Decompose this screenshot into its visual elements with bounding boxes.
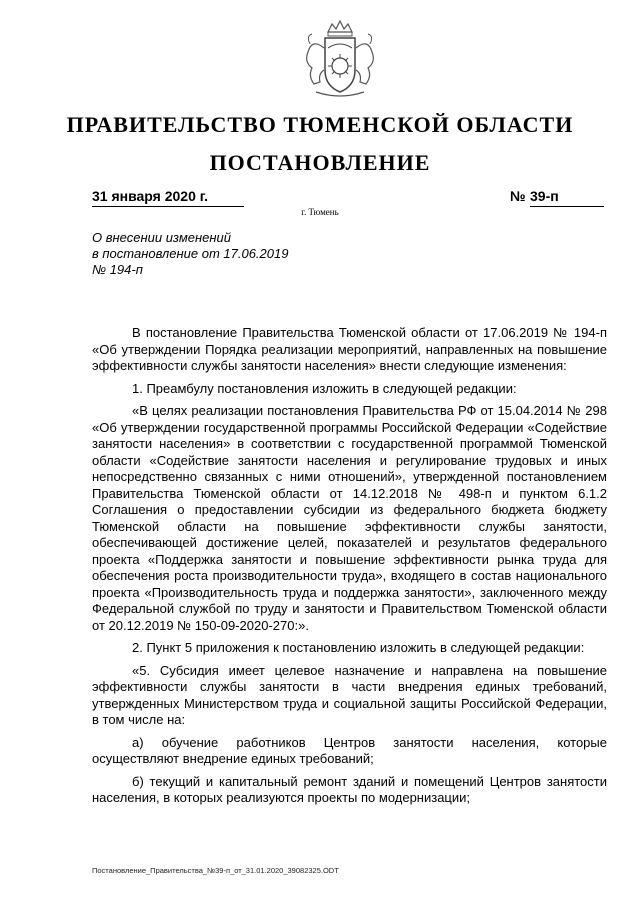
- coat-of-arms-icon: [290, 18, 390, 104]
- number-label: №: [510, 188, 526, 204]
- footer-filename: Постановление_Правительства_№39-п_от_31.01.2020_39082325.ODT: [92, 866, 339, 875]
- body-paragraph: «В целях реализации постановления Правительства РФ от 15.04.2014 № 298 «Об утверждении государственной программы Российской Федерации «Содействие занятости населения» в соответствии с государственной программой Тюменской области «Содействие занятости населения и регулирование трудовых и иных непосредственно связанных с ними отношений», утвержденной постановлением Правительства Тюменской области от 14.12.2018 № 498-п и пунктом 6.1.2 Соглашения о предоставлении субсидии из федерального бюджета бюджету Тюменской области на повышение эффективности службы занятости, обеспечивающей достижение целей, показателей и результатов федерального проекта «Поддержка занятости и повышение эффективности рынка труда для обеспечения роста производительности труда», входящего в состав национального проекта «Производительность труда и поддержка занятости», заключенного между Федеральной службой по труду и занятости и Правительством Тюменской области от 20.12.2019 № 150-09-2020-270:».: [92, 403, 607, 633]
- body-paragraph: «5. Субсидия имеет целевое назначение и направлена на повышение эффективности службы занятости в части внедрения единых требований, утвержденных Министерством труда и социальной защиты Российской Федерации, в том числе на:: [92, 662, 607, 727]
- government-title: ПРАВИТЕЛЬСТВО ТЮМЕНСКОЙ ОБЛАСТИ: [66, 112, 574, 137]
- document-body: [92, 325, 607, 813]
- body-paragraph: 1. Преамбулу постановления изложить в следующей редакции:: [132, 380, 517, 396]
- body-paragraph: а) обучение работников Центров занятости населения, которые осуществляют внедрение единых требований;: [92, 734, 607, 766]
- city-label: г. Тюмень: [301, 207, 339, 217]
- subject-line: О внесении изменений: [92, 230, 231, 245]
- document-number: 39-п: [530, 188, 604, 207]
- document-subject: [92, 230, 352, 278]
- body-paragraph: 2. Пункт 5 приложения к постановлению изложить в следующей редакции:: [132, 640, 585, 655]
- document-type: ПОСТАНОВЛЕНИЕ: [209, 150, 431, 175]
- body-paragraph: б) текущий и капитальный ремонт зданий и помещений Центров занятости населения, в которых реализуются проекты по модернизации;: [92, 773, 607, 805]
- subject-line: № 194-п: [92, 262, 143, 277]
- subject-line: в постановление от 17.06.2019: [92, 246, 289, 261]
- body-paragraph: В постановление Правительства Тюменской области от 17.06.2019 № 194-п «Об утверждении Порядка реализации мероприятий, направленных на повышение эффективности службы занятости населения» внести следующие изменения:: [92, 325, 607, 373]
- document-date: 31 января 2020 г.: [92, 188, 244, 207]
